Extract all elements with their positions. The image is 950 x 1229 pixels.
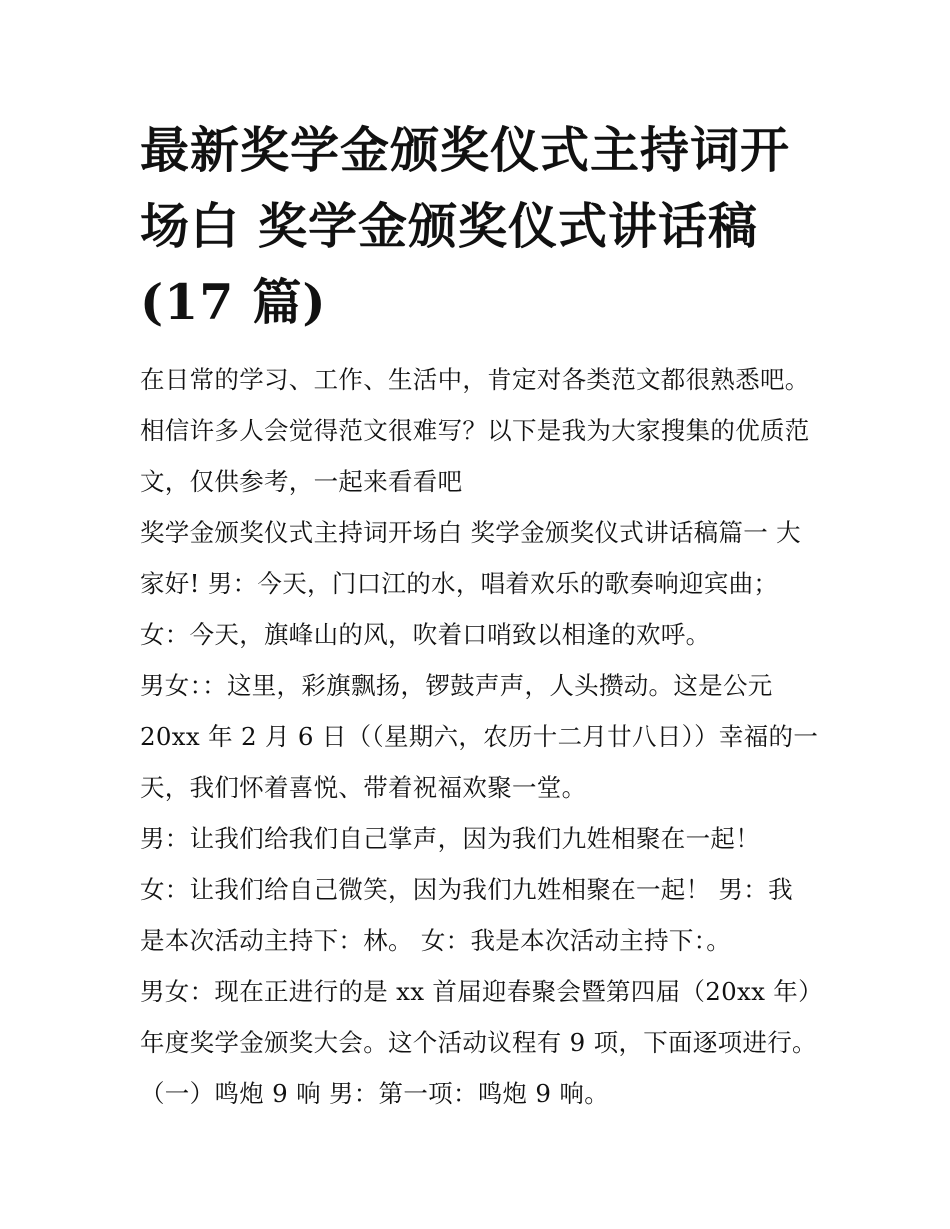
body-line: （一）鸣炮 9 响 男：第一项：鸣炮 9 响。 (140, 1079, 610, 1108)
body-line: 女：让我们给自己微笑，因为我们九姓相聚在一起！ 男：我 (140, 875, 793, 904)
body-line: 20xx 年 2 月 6 日（（星期六，农历十二月廿八日））幸福的一 (140, 722, 819, 751)
body-line: 男女：：这里，彩旗飘扬，锣鼓声声，人头攒动。这是公元 (140, 671, 773, 700)
title-line: (17 篇) (140, 273, 327, 331)
body-line: 男女：现在正进行的是 xx 首届迎春聚会暨第四届（20xx 年） (140, 977, 823, 1006)
body-line: 家好! 男：今天，门口江的水，唱着欢乐的歌奏响迎宾曲； (140, 569, 779, 598)
document-body (140, 354, 830, 1119)
body-line: 是本次活动主持下：林。 女：我是本次活动主持下：。 (140, 926, 732, 955)
body-line: 奖学金颁奖仪式主持词开场白 奖学金颁奖仪式讲话稿篇一 大 (140, 518, 801, 547)
body-line: 天，我们怀着喜悦、带着祝福欢聚一堂。 (140, 773, 587, 802)
document-title (140, 112, 830, 340)
body-line: 男：让我们给我们自己掌声，因为我们九姓相聚在一起！ (140, 824, 760, 853)
body-line: 在日常的学习、工作、生活中，肯定对各类范文都很熟悉吧。 (140, 365, 810, 394)
body-line: 相信许多人会觉得范文很难写？以下是我为大家搜集的优质范 (140, 416, 810, 445)
body-line: 文，仅供参考，一起来看看吧 (140, 467, 463, 496)
body-line: 女：今天，旗峰山的风，吹着口哨致以相逢的欢呼。 (140, 620, 711, 649)
body-line: 年度奖学金颁奖大会。这个活动议程有 9 项，下面逐项进行。 (140, 1028, 817, 1057)
title-line: 场白 奖学金颁奖仪式讲话稿 (140, 197, 759, 255)
title-line: 最新奖学金颁奖仪式主持词开 (140, 121, 791, 179)
